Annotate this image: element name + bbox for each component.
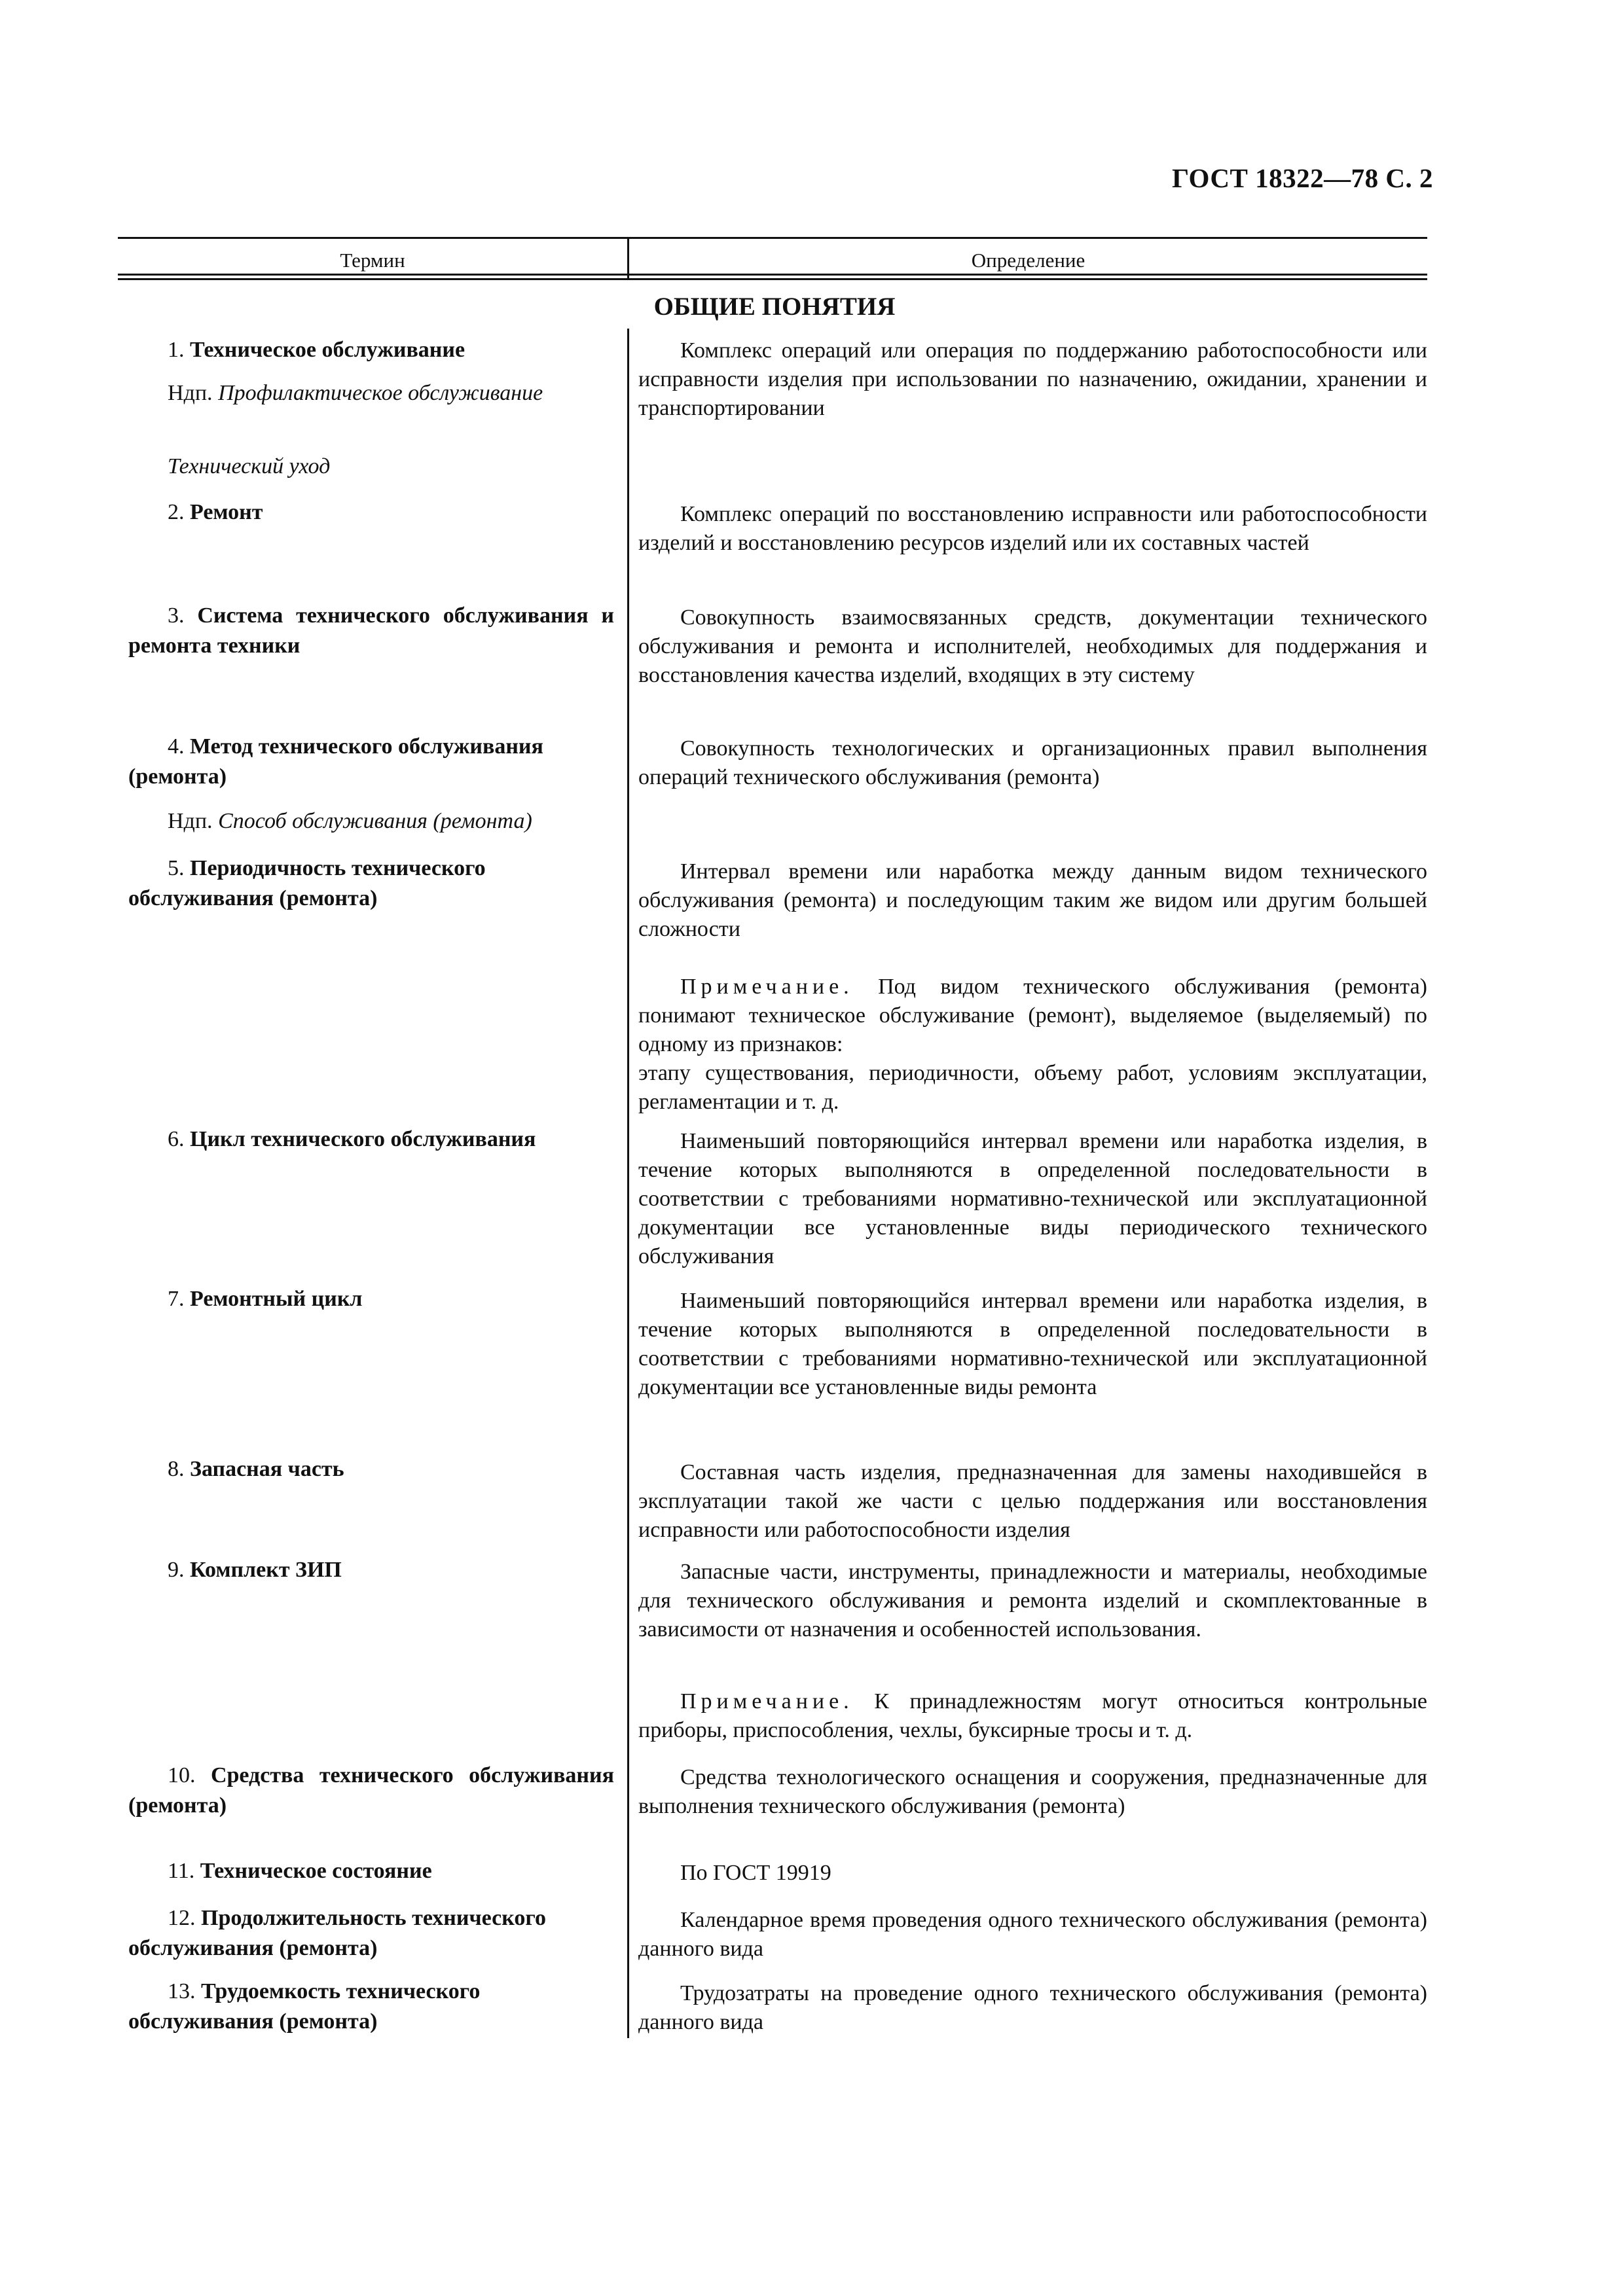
note-text [638, 973, 1427, 1059]
definition-text: Запасные части, инструменты, принадлежности и материалы, необходимые для технического обслуживания и ремонта изделий и скомплектованные в зависимости от назначения и особенностей использования. [638, 1560, 1427, 1641]
term-entry [128, 497, 614, 528]
column-divider [627, 329, 629, 2038]
term-number: 1. [168, 338, 185, 362]
term-name: Комплект ЗИП [190, 1558, 342, 1582]
term-entry [128, 1284, 614, 1314]
term-entry [128, 1555, 614, 1585]
term-entry [128, 1856, 614, 1886]
term-name: Техническое состояние [200, 1859, 432, 1883]
term-number: 3. [168, 603, 185, 628]
term-entry [128, 1977, 614, 2037]
term-synonym [128, 806, 614, 836]
term-number: 8. [168, 1457, 185, 1481]
note-body: Под видом технического обслуживания (ремонта) понимают техническое обслуживание (ремонт), выделяемое (выделяемый) по одному из признаков: [638, 975, 1427, 1056]
term-number: 7. [168, 1287, 185, 1311]
term-number: 6. [168, 1127, 185, 1151]
term-number: 13. [168, 1979, 196, 2003]
definition-text: Составная часть изделия, предназначенная для замены находившейся в эксплуатации такой же части с целью поддержания или восстановления исправности или работоспособности изделия [638, 1460, 1427, 1542]
term-number: 4. [168, 734, 185, 759]
definition-text: Наименьший повторяющийся интервал времени или наработка изделия, в течение которых выполняются в определенной последовательности в соответствии с требованиями нормативно-технической или эксплуатационной документации все установленные виды периодического технического обслуживания [638, 1129, 1427, 1268]
note-continuation: этапу существования, периодичности, объему работ, условиям эксплуатации, регламентации и т. д. [638, 1061, 1427, 1114]
term-name: Техническое обслуживание [190, 338, 465, 362]
table-top-rule [118, 237, 1427, 239]
note-text [638, 1687, 1427, 1745]
term-name: Запасная часть [190, 1457, 344, 1481]
term-entry [128, 601, 614, 661]
column-header-definition: Определение [971, 249, 1085, 272]
page-header: ГОСТ 18322—78 С. 2 [1171, 163, 1433, 193]
definition-text: Интервал времени или наработка между данным видом технического обслуживания (ремонта) и последующим таким же видом или другим большей сложности [638, 859, 1427, 941]
term-name: Цикл технического обслуживания [190, 1127, 536, 1151]
table-header-rule [118, 274, 1427, 276]
synonym-text: Способ обслуживания (ремонта) [218, 809, 532, 833]
note-label: Примечание. [680, 1689, 854, 1713]
term-entry [128, 1454, 614, 1484]
ndp-label: Ндп. [168, 381, 213, 405]
table-header-rule-double [118, 278, 1427, 280]
definition-text: Комплекс операций по восстановлению исправности или работоспособности изделий и восстановлению ресурсов изделий или их составных частей [638, 502, 1427, 555]
term-name: Продолжительность технического обслуживания (ремонта) [128, 1906, 546, 1960]
term-entry [128, 1903, 614, 1964]
term-number: 10. [168, 1763, 196, 1787]
term-entry [128, 732, 614, 792]
term-synonym [128, 378, 614, 408]
term-name: Средства технического обслуживания (ремонта) [128, 1763, 615, 1818]
term-name: Ремонтный цикл [190, 1287, 363, 1311]
section-title: ОБЩИЕ ПОНЯТИЯ [653, 293, 896, 321]
definition-text: Совокупность технологических и организационных правил выполнения операций технического обслуживания (ремонта) [638, 736, 1427, 789]
column-header-term: Термин [340, 249, 405, 272]
term-entry [128, 1124, 614, 1155]
definition-text: Совокупность взаимосвязанных средств, документации технического обслуживания и ремонта и исполнителей, необходимых для поддержания и восстановления качества изделий, входящих в эту систему [638, 605, 1427, 687]
definition-text: Средства технологического оснащения и сооружения, предназначенные для выполнения технического обслуживания (ремонта) [638, 1765, 1427, 1818]
ndp-label: Ндп. [168, 809, 213, 833]
term-name: Трудоемкость технического обслуживания (ремонта) [128, 1979, 481, 2034]
definition-text: Наименьший повторяющийся интервал времени или наработка изделия, в течение которых выполняются в определенной последовательности в соответствии с требованиями нормативно-технической или эксплуатационной документации все установленные виды ремонта [638, 1289, 1427, 1399]
term-name: Ремонт [190, 500, 263, 524]
term-number: 9. [168, 1558, 185, 1582]
term-name: Система технического обслуживания и ремонта техники [128, 603, 614, 658]
term-number: 5. [168, 856, 185, 880]
term-number: 2. [168, 500, 185, 524]
definition-text: Календарное время проведения одного технического обслуживания (ремонта) данного вида [638, 1908, 1427, 1961]
term-synonym [128, 452, 614, 482]
definition-text: Трудозатраты на проведение одного технического обслуживания (ремонта) данного вида [638, 1981, 1427, 2034]
term-number: 12. [168, 1906, 196, 1930]
term-name: Периодичность технического обслуживания (ремонта) [128, 856, 486, 910]
term-entry [128, 1761, 614, 1821]
definition-text: По ГОСТ 19919 [680, 1861, 831, 1885]
note-label: Примечание. [680, 975, 854, 999]
definition-text: Комплекс операций или операция по поддержанию работоспособности или исправности изделия при использовании по назначению, ожидании, хранении и транспортировании [638, 338, 1427, 420]
synonym-text: Технический уход [168, 454, 331, 478]
term-entry [128, 853, 614, 914]
note-body: К принадлежностям могут относиться контрольные приборы, приспособления, чехлы, буксирные тросы и т. д. [638, 1689, 1428, 1742]
term-number: 11. [168, 1859, 195, 1883]
term-entry [128, 335, 614, 365]
synonym-text: Профилактическое обслуживание [218, 381, 543, 405]
term-name: Метод технического обслуживания (ремонта) [128, 734, 543, 789]
